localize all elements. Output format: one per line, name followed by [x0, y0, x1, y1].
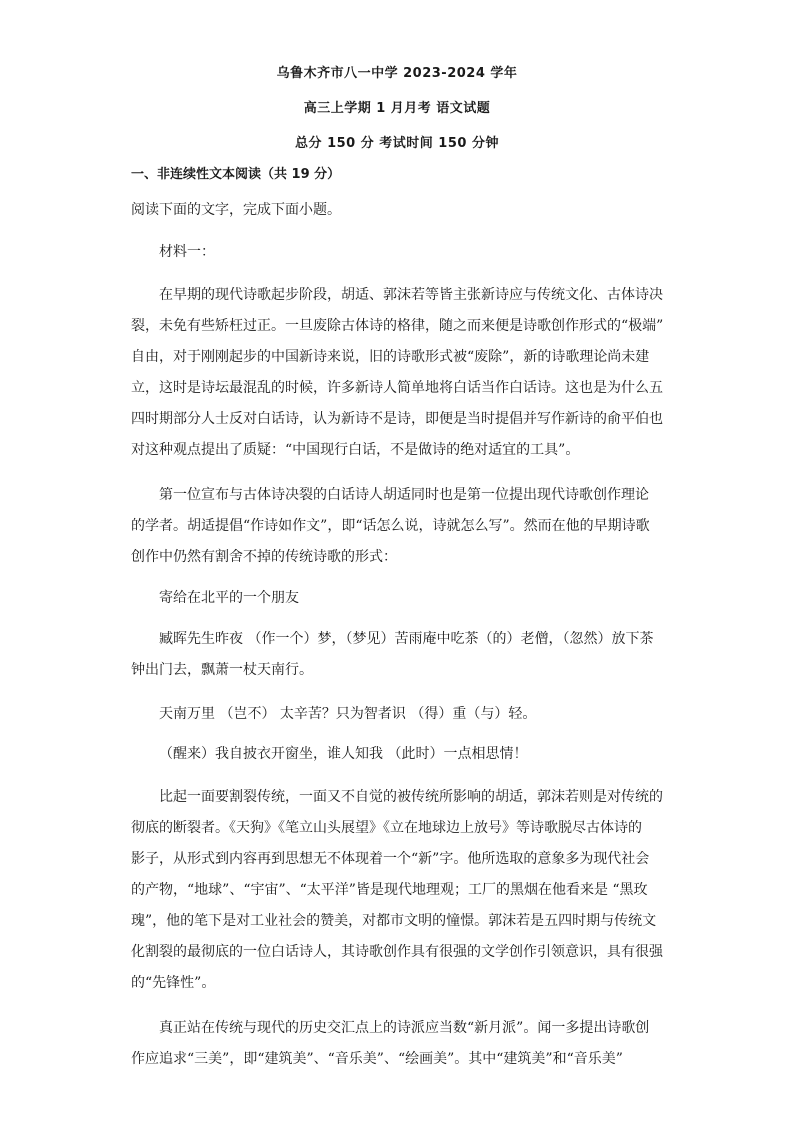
paragraph-line: 立，这时是诗坛最混乱的时候，许多新诗人简单地将白话当作白话诗。这也是为什么五 — [131, 380, 663, 396]
paragraph-line: 四时期部分人士反对白话诗，认为新诗不是诗，即便是当时提倡并写作新诗的俞平伯也 — [131, 411, 663, 427]
header-exam-name: 高三上学期 1 月月考 语文试题 — [303, 101, 491, 116]
poem-line: （醒来）我自披衣开窗坐，谁人知我 （此时）一点相思情！ — [159, 746, 528, 762]
material-label: 材料一： — [159, 244, 215, 260]
header-score-time: 总分 150 分 考试时间 150 分钟 — [295, 136, 499, 151]
paragraph-line: 彻底的断裂者。《天狗》《笔立山头展望》《立在地球边上放号》等诗歌脱尽古体诗的 — [131, 820, 642, 836]
paragraph-line: 作应追求“三美”，即“建筑美”、“音乐美”、“绘画美”。其中“建筑美”和“音乐美” — [131, 1051, 623, 1067]
paragraph-line: 影子，从形式到内容再到思想无不体现着一个“新”字。他所选取的意象多为现代社会 — [131, 851, 650, 867]
poem-line: 臧晖先生昨夜 （作一个）梦，（梦见）苦雨庵中吃茶（的）老僧，（忽然）放下茶 — [159, 631, 654, 647]
poem-title: 寄给在北平的一个朋友 — [159, 590, 299, 606]
paragraph-line: 裂，未免有些矫枉过正。一旦废除古体诗的格律，随之而来便是诗歌创作形式的“极端” — [131, 318, 664, 334]
paragraph-line: 比起一面要割裂传统，一面又不自觉的被传统所影响的胡适，郭沫若则是对传统的 — [159, 789, 663, 805]
paragraph-line: 自由，对于刚刚起步的中国新诗来说，旧的诗歌形式被“废除”，新的诗歌理论尚未建 — [131, 349, 650, 365]
instruction: 阅读下面的文字，完成下面小题。 — [131, 202, 341, 218]
header-school-year: 乌鲁木齐市八一中学 2023-2024 学年 — [276, 66, 518, 81]
paragraph-line: 瑰”，他的笔下是对工业社会的赞美，对都市文明的憧憬。郭沫若是五四时期与传统文 — [131, 913, 657, 929]
paragraph-line: 的产物，“地球”、“宇宙”、“太平洋”皆是现代地理观；工厂的黑烟在他看来是 “黑玫 — [131, 882, 648, 898]
poem-line: 天南万里 （岂不） 太辛苦？只为智者识 （得）重（与）轻。 — [159, 706, 537, 722]
section-title: 一、非连续性文本阅读（共 19 分） — [131, 167, 341, 182]
paragraph-line: 真正站在传统与现代的历史交汇点上的诗派应当数“新月派”。闻一多提出诗歌创 — [159, 1020, 650, 1036]
paragraph-line: 的“先锋性”。 — [131, 975, 216, 991]
paragraph-line: 的学者。胡适提倡“作诗如作文”，即“话怎么说，诗就怎么写”。然而在他的早期诗歌 — [131, 518, 650, 534]
paragraph-line: 对这种观点提出了质疑：“中国现行白话，不是做诗的绝对适宜的工具”。 — [131, 442, 580, 458]
paragraph-line: 化割裂的最彻底的一位白话诗人，其诗歌创作具有很强的文学创作引领意识，具有很强 — [131, 944, 663, 960]
paragraph-line: 在早期的现代诗歌起步阶段，胡适、郭沫若等皆主张新诗应与传统文化、古体诗决 — [159, 287, 663, 303]
poem-line: 钟出门去，飘萧一杖天南行。 — [131, 662, 313, 678]
paragraph-line: 第一位宣布与古体诗决裂的白话诗人胡适同时也是第一位提出现代诗歌创作理论 — [159, 487, 649, 503]
paragraph-line: 创作中仍然有割舍不掉的传统诗歌的形式： — [131, 549, 397, 565]
